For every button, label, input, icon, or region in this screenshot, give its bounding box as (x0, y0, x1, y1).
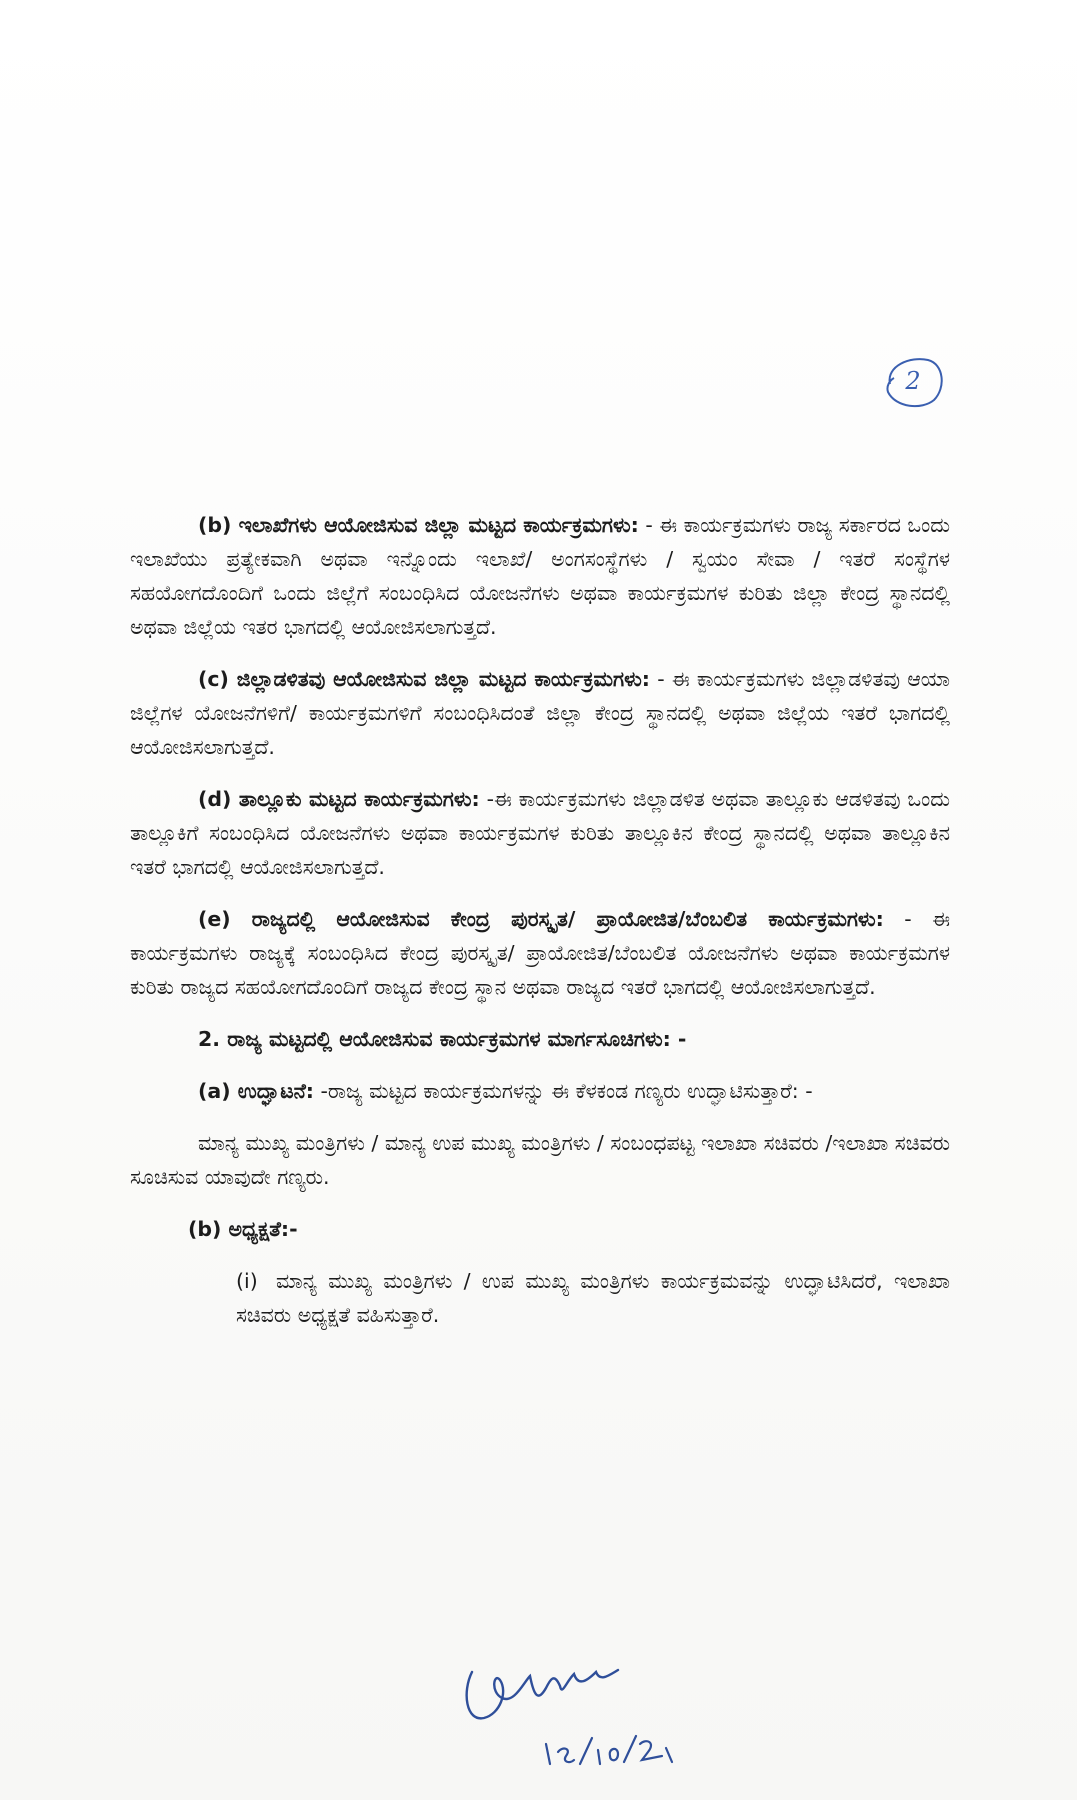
document-body (130, 508, 950, 1332)
paragraph-e-central-programs (130, 902, 950, 1004)
paragraph-b-presidency (130, 1212, 950, 1246)
paragraph-body: -ಈ ಕಾರ್ಯಕ್ರಮಗಳು ಜಿಲ್ಲಾಡಳಿತ ಅಥವಾ ತಾಲ್ಲೂಕು ಆಡಳಿತವು ಒಂದು ತಾಲ್ಲೂಕಿಗೆ ಸಂಬಂಧಿಸಿದ ಯೋಜನೆಗಳು ಅಥವಾ ಕಾರ್ಯಕ್ರಮಗಳ ಕುರಿತು ತಾಲ್ಲೂಕಿನ ಕೇಂದ್ರ ಸ್ಥಾನದಲ್ಲಿ ಅಥವಾ ತಾಲ್ಲೂಕಿನ ಇತರೆ ಭಾಗದಲ್ಲಿ ಆಯೋಜಿಸಲಾಗುತ್ತದೆ. (130, 787, 950, 879)
paragraph-c-district-programs (130, 662, 950, 764)
paragraph-b-department-programs (130, 508, 950, 644)
list-item-body: ಮಾನ್ಯ ಮುಖ್ಯ ಮಂತ್ರಿಗಳು / ಉಪ ಮುಖ್ಯ ಮಂತ್ರಿಗಳು ಕಾರ್ಯಕ್ರಮವನ್ನು ಉದ್ಘಾಟಿಸಿದರೆ, ಇಲಾಖಾ ಸಚಿವರು ಅಧ್ಯಕ್ಷತೆ ವಹಿಸುತ್ತಾರೆ. (236, 1269, 950, 1327)
paragraph-d-taluk-programs (130, 782, 950, 884)
paragraph-dignitaries (130, 1126, 950, 1194)
page-number: 2 (905, 367, 921, 395)
page-number-circle (880, 352, 946, 410)
paragraph-body: - ಈ ಕಾರ್ಯಕ್ರಮಗಳು ಜಿಲ್ಲಾಡಳಿತವು ಆಯಾ ಜಿಲ್ಲೆಗಳ ಯೋಜನೆಗಳಿಗೆ/ ಕಾರ್ಯಕ್ರಮಗಳಿಗೆ ಸಂಬಂಧಿಸಿದಂತೆ ಜಿಲ್ಲಾ ಕೇಂದ್ರ ಸ್ಥಾನದಲ್ಲಿ ಅಥವಾ ಜಿಲ್ಲೆಯ ಇತರೆ ಭಾಗದಲ್ಲಿ ಆಯೋಜಿಸಲಾಗುತ್ತದೆ. (130, 667, 950, 759)
paragraph-a-inauguration (130, 1074, 950, 1108)
paragraph-heading: (e) ರಾಜ್ಯದಲ್ಲಿ ಆಯೋಜಿಸುವ ಕೇಂದ್ರ ಪುರಸ್ಕೃತ/ ಪ್ರಾಯೋಜಿತ/ಬೆಂಬಲಿತ ಕಾರ್ಯಕ್ರಮಗಳು: (198, 907, 884, 931)
paragraph-body: - ಈ ಕಾರ್ಯಕ್ರಮಗಳು ರಾಜ್ಯ ಸರ್ಕಾರದ ಒಂದು ಇಲಾಖೆಯು ಪ್ರತ್ಯೇಕವಾಗಿ ಅಥವಾ ಇನ್ನೊಂದು ಇಲಾಖೆ/ ಅಂಗಸಂಸ್ಥೆಗಳು / ಸ್ವಯಂ ಸೇವಾ / ಇತರೆ ಸಂಸ್ಥೆಗಳ ಸಹಯೋಗದೊಂದಿಗೆ ಒಂದು ಜಿಲ್ಲೆಗೆ ಸಂಬಂಧಿಸಿದ ಯೋಜನೆಗಳು ಅಥವಾ ಕಾರ್ಯಕ್ರಮಗಳ ಕುರಿತು ಜಿಲ್ಲಾ ಕೇಂದ್ರ ಸ್ಥಾನದಲ್ಲಿ ಅಥವಾ ಜಿಲ್ಲೆಯ ಇತರ ಭಾಗದಲ್ಲಿ ಆಯೋಜಿಸಲಾಗುತ್ತದೆ. (130, 513, 950, 639)
paragraph-heading: (b) ಇಲಾಖೆಗಳು ಆಯೋಜಿಸುವ ಜಿಲ್ಲಾ ಮಟ್ಟದ ಕಾರ್ಯಕ್ರಮಗಳು: (198, 513, 639, 537)
list-marker: (i) (236, 1269, 258, 1293)
section-heading: 2. ರಾಜ್ಯ ಮಟ್ಟದಲ್ಲಿ ಆಯೋಜಿಸುವ ಕಾರ್ಯಕ್ರಮಗಳ ಮಾರ್ಗಸೂಚಿಗಳು: - (198, 1027, 687, 1051)
paragraph-body: ಮಾನ್ಯ ಮುಖ್ಯ ಮಂತ್ರಿಗಳು / ಮಾನ್ಯ ಉಪ ಮುಖ್ಯ ಮಂತ್ರಿಗಳು / ಸಂಬಂಧಪಟ್ಟ ಇಲಾಖಾ ಸಚಿವರು /ಇಲಾಖಾ ಸಚಿವರು ಸೂಚಿಸುವ ಯಾವುದೇ ಗಣ್ಯರು. (130, 1131, 950, 1189)
signature-icon (450, 1652, 710, 1782)
paragraph-body: -ರಾಜ್ಯ ಮಟ್ಟದ ಕಾರ್ಯಕ್ರಮಗಳನ್ನು ಈ ಕೆಳಕಂಡ ಗಣ್ಯರು ಉದ್ಘಾಟಿಸುತ್ತಾರೆ: - (314, 1079, 813, 1103)
handwritten-signature (450, 1652, 710, 1782)
list-item-i (130, 1264, 950, 1332)
paragraph-heading: (c) ಜಿಲ್ಲಾಡಳಿತವು ಆಯೋಜಿಸುವ ಜಿಲ್ಲಾ ಮಟ್ಟದ ಕಾರ್ಯಕ್ರಮಗಳು: (198, 667, 650, 691)
paragraph-heading: (d) ತಾಲ್ಲೂಕು ಮಟ್ಟದ ಕಾರ್ಯಕ್ರಮಗಳು: (198, 787, 480, 811)
paragraph-body: - ಈ ಕಾರ್ಯಕ್ರಮಗಳು ರಾಜ್ಯಕ್ಕೆ ಸಂಬಂಧಿಸಿದ ಕೇಂದ್ರ ಪುರಸ್ಕೃತ/ ಪ್ರಾಯೋಜಿತ/ಬೆಂಬಲಿತ ಯೋಜನೆಗಳು ಅಥವಾ ಕಾರ್ಯಕ್ರಮಗಳ ಕುರಿತು ರಾಜ್ಯದ ಸಹಯೋಗದೊಂದಿಗೆ ರಾಜ್ಯದ ಕೇಂದ್ರ ಸ್ಥಾನ ಅಥವಾ ರಾಜ್ಯದ ಇತರೆ ಭಾಗದಲ್ಲಿ ಆಯೋಜಿಸಲಾಗುತ್ತದೆ. (130, 907, 950, 999)
paragraph-heading: (b) ಅಧ್ಯಕ್ಷತೆ:- (188, 1217, 298, 1241)
paragraph-heading: (a) ಉದ್ಘಾಟನೆ: (198, 1079, 315, 1103)
section-2-heading (130, 1022, 950, 1056)
